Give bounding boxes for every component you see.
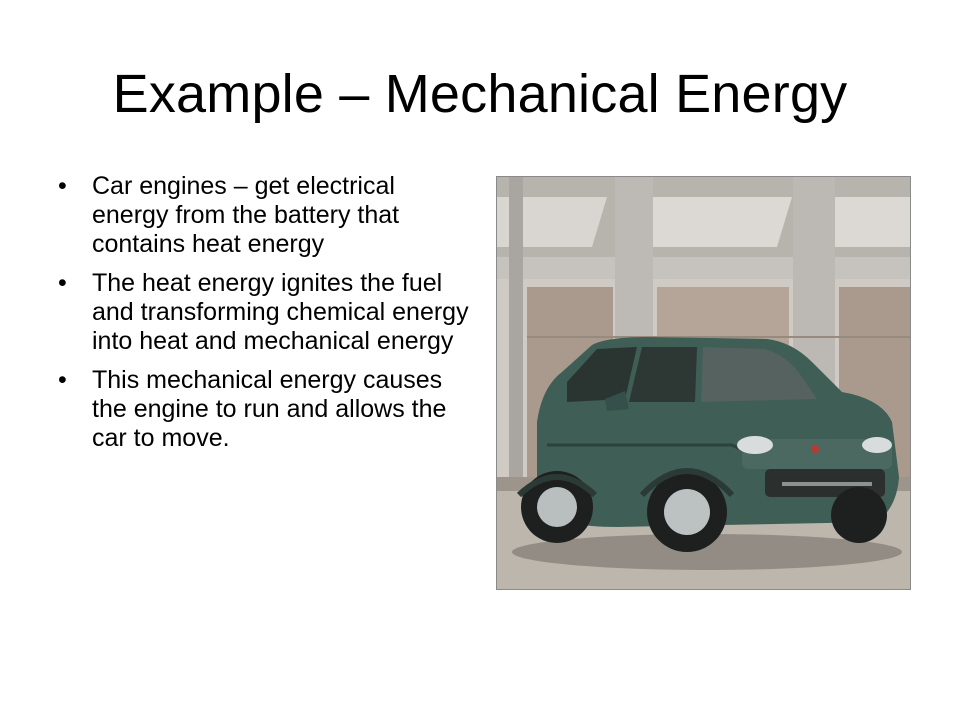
bullet-text: Car engines – get electrical energy from the battery that contains heat energy	[92, 172, 400, 258]
bullet-marker: •	[58, 366, 67, 394]
car-rim-front	[664, 489, 710, 535]
car-headlight	[737, 436, 773, 454]
car-wheel-far	[831, 487, 887, 543]
bullet-marker: •	[58, 269, 67, 297]
bullet-list	[58, 172, 478, 463]
car-photo	[496, 176, 911, 590]
bullet-item	[58, 269, 478, 356]
building-column	[509, 177, 523, 487]
building-beam	[497, 257, 911, 279]
bullet-item	[58, 366, 478, 453]
car-emblem	[811, 445, 819, 453]
car-rim-rear	[537, 487, 577, 527]
car-photo-illustration	[497, 177, 911, 590]
bullet-text: This mechanical energy causes the engine to run and allows the car to move.	[92, 366, 447, 452]
bullet-marker: •	[58, 172, 67, 200]
car-headlight	[862, 437, 892, 453]
car-grille-bar	[782, 482, 872, 486]
bullet-text: The heat energy ignites the fuel and transforming chemical energy into heat and mechanical energy	[92, 269, 469, 355]
slide-title: Example – Mechanical Energy	[112, 64, 848, 124]
bullet-item	[58, 172, 478, 259]
